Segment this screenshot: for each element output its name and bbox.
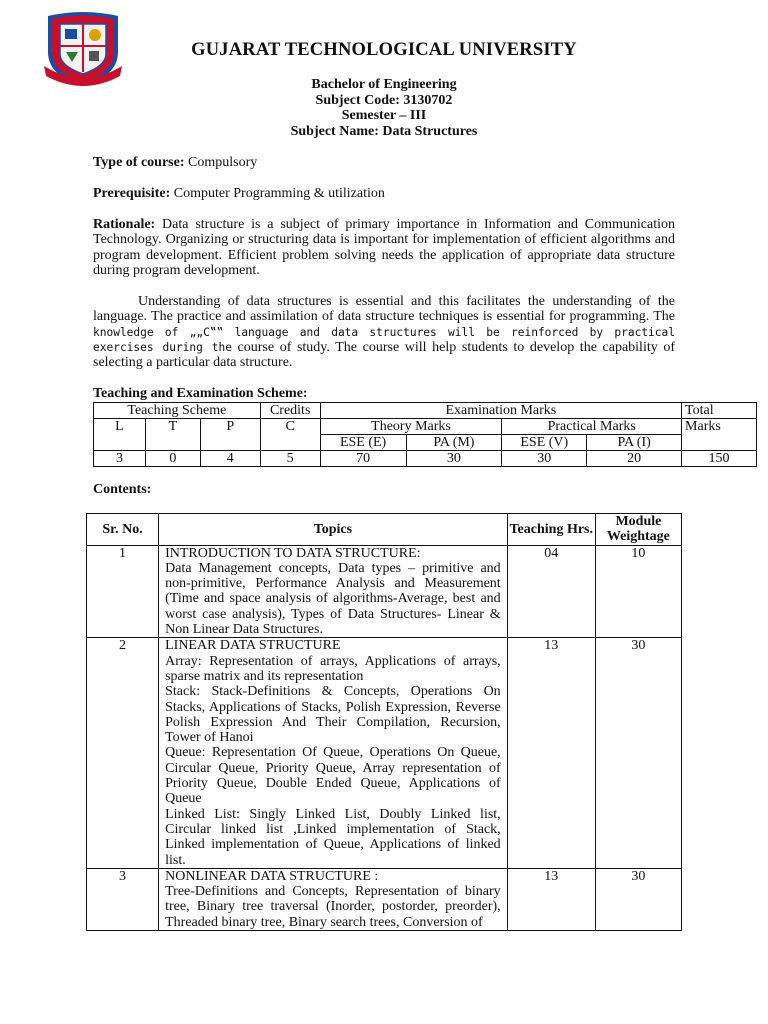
topics-header: Topics: [159, 514, 508, 546]
topic-title: NONLINEAR DATA STRUCTURE :: [165, 868, 379, 884]
module-weightage: 10: [595, 545, 681, 638]
semester-line: Semester – III: [341, 108, 427, 123]
c-header: C: [260, 419, 320, 451]
sr-no-header: Sr. No.: [87, 514, 159, 546]
marks-header: Marks: [682, 419, 757, 451]
pa-i-header: PA (I): [587, 435, 682, 451]
sr-no: 1: [87, 545, 159, 638]
c-value: 5: [260, 451, 320, 467]
contents-table: [86, 513, 682, 931]
contents-heading: Contents:: [93, 482, 152, 497]
topic-cell: [159, 545, 508, 638]
topic-body: Data Management concepts, Data types – primitive and non-primitive, Performance Analysis and Measurement (Time and space analysis of algorithms-Average, best and worst case analysis), Types of Data Structures- Linear & Non Linear Data Structures.: [165, 560, 501, 638]
module-weightage: 30: [595, 868, 681, 930]
sr-no: 2: [87, 638, 159, 868]
teaching-hrs: 04: [507, 545, 595, 638]
ese-v-header: ESE (V): [502, 435, 587, 451]
topic-cell: [159, 868, 508, 930]
understanding-paragraph: Understanding of data structures is essential and this facilitates the understanding of the language. The practice and assimilation of data structure techniques is essential for programming. The knowledge of „„C‟‟ language and data structures will be reinforced by practical exercises during the course of study. The course will help students to develop the capability of selecting a particular data structure.: [93, 294, 675, 371]
table-row: [87, 545, 682, 638]
credits-header: Credits: [260, 403, 320, 419]
table-row: [87, 868, 682, 930]
topic-queue: Queue: Representation Of Queue, Operations On Queue, Circular Queue, Priority Queue, Array representation of Priority Queue, Double Ended Queue, Applications of Queue: [165, 745, 501, 807]
topic-linked-list: Linked List: Singly Linked List, Doubly Linked list, Circular linked list ,Linked implementation of Stack, Linked implementation of Queue, Applications of linked list.: [165, 806, 501, 868]
teaching-exam-scheme-table: [93, 402, 757, 467]
topic-cell: [159, 638, 508, 868]
scheme-heading: Teaching and Examination Scheme:: [93, 386, 308, 401]
l-value: 3: [94, 451, 146, 467]
teaching-scheme-header: Teaching Scheme: [94, 403, 261, 419]
ese-e-value: 70: [320, 451, 406, 467]
table-row: [87, 638, 682, 868]
practical-marks-header: Practical Marks: [502, 419, 682, 435]
topic-stack: Stack: Stack-Definitions & Concepts, Operations On Stacks, Applications of Stacks, Polish Expression, Reverse Polish Expression And Their Compilation, Recursion, Tower of Hanoi: [165, 684, 501, 746]
pa-i-value: 20: [587, 451, 682, 467]
theory-marks-header: Theory Marks: [320, 419, 502, 435]
pa-m-value: 30: [406, 451, 502, 467]
l-header: L: [94, 419, 146, 451]
topic-body: Tree-Definitions and Concepts, Representation of binary tree, Binary tree traversal (Inorder, postorder, preorder), Threaded binary tree, Binary search trees, Conversion of: [165, 884, 501, 930]
university-name: GUJARAT TECHNOLOGICAL UNIVERSITY: [191, 40, 577, 60]
ese-e-header: ESE (E): [320, 435, 406, 451]
sr-no: 3: [87, 868, 159, 930]
degree-line: Bachelor of Engineering: [311, 77, 457, 92]
teaching-hrs-header: Teaching Hrs.: [507, 514, 595, 546]
topic-title: LINEAR DATA STRUCTURE: [165, 638, 341, 654]
total-header: Total: [682, 403, 757, 419]
rationale-paragraph: Rationale: Data structure is a subject of primary importance in Information and Communication Technology. Organizing or structuring data is important for implementation of efficient algorithms and program development. Efficient problem solving needs the application of appropriate data structure during program development.: [93, 217, 675, 278]
total-value: 150: [682, 451, 757, 467]
t-value: 0: [145, 451, 200, 467]
ese-v-value: 30: [502, 451, 587, 467]
topic-title: INTRODUCTION TO DATA STRUCTURE:: [165, 545, 421, 561]
contents-header-row: [87, 514, 682, 546]
prerequisite: Prerequisite: Computer Programming & utilization: [93, 186, 385, 201]
teaching-hrs: 13: [507, 868, 595, 930]
subject-name: Subject Name: Data Structures: [290, 124, 478, 139]
pa-m-header: PA (M): [406, 435, 502, 451]
subject-code: Subject Code: 3130702: [315, 93, 453, 108]
exam-marks-header: Examination Marks: [320, 403, 681, 419]
p-header: P: [200, 419, 260, 451]
type-of-course: Type of course: Compulsory: [93, 155, 258, 170]
module-weightage-header: Module Weightage: [595, 514, 681, 546]
t-header: T: [145, 419, 200, 451]
teaching-hrs: 13: [507, 638, 595, 868]
topic-array: Array: Representation of arrays, Applications of arrays, sparse matrix and its representation: [165, 653, 501, 684]
p-value: 4: [200, 451, 260, 467]
module-weightage: 30: [595, 638, 681, 868]
